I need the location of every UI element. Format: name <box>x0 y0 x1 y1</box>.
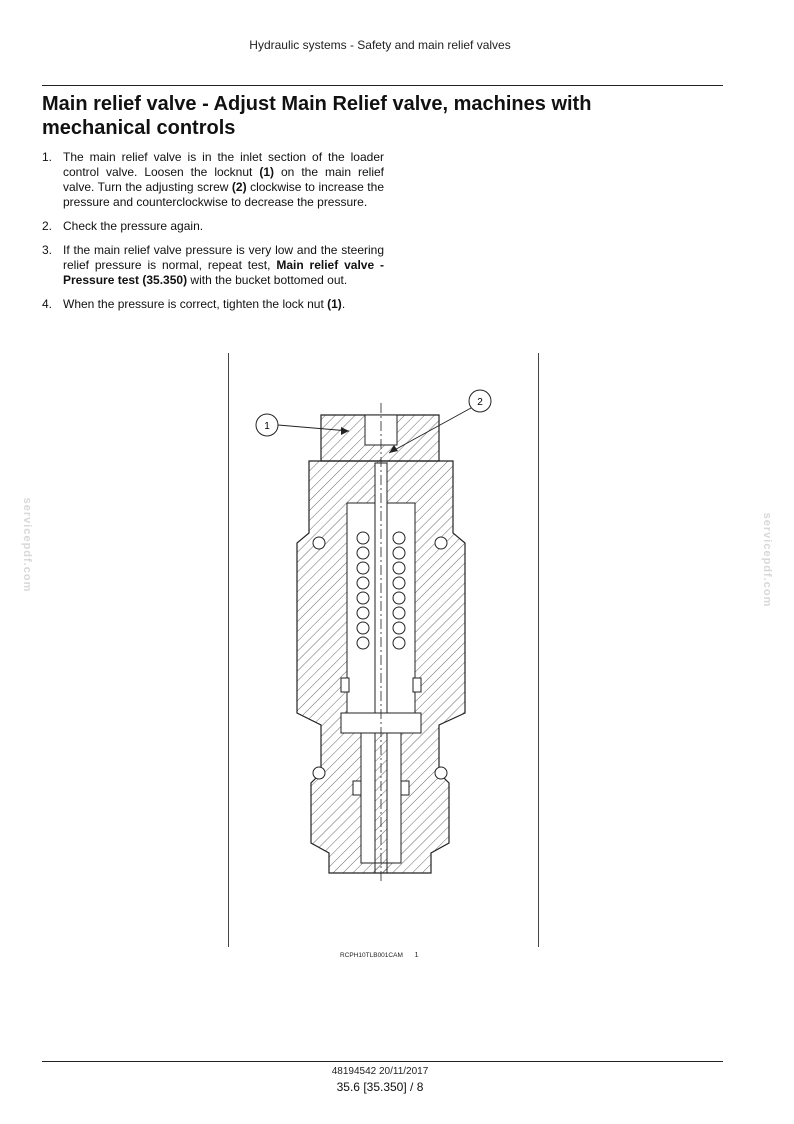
step-text: on the main relief valve. Turn the adjusting screw <box>63 165 385 194</box>
procedure-steps <box>42 150 384 321</box>
step-number: 1. <box>42 150 53 164</box>
step-number: 3. <box>42 243 53 257</box>
step-text: If the main relief valve pressure is very low and the steering relief pressure is normal, repeat test, <box>63 243 384 272</box>
watermark-left: servicepdf.com <box>21 497 33 593</box>
step-emphasis: (1) <box>259 165 275 179</box>
procedure-step <box>42 243 384 288</box>
figure-frame <box>228 353 539 947</box>
step-text: The main relief valve is in the inlet section of the loader control valve. Loosen the locknut <box>63 150 384 179</box>
step-text: clockwise to increase the pressure and counterclockwise to decrease the pressure. <box>63 180 384 209</box>
step-text: When the pressure is correct, tighten the lock nut <box>63 297 328 311</box>
figure-caption <box>340 952 419 959</box>
callout-1-label: 1 <box>264 421 270 432</box>
procedure-step <box>42 219 384 234</box>
footer-rule <box>42 1061 723 1062</box>
step-emphasis: (1) <box>327 297 342 311</box>
watermark-right: servicepdf.com <box>761 512 773 608</box>
step-number: 4. <box>42 297 53 311</box>
step-text: . <box>341 297 346 311</box>
step-number: 2. <box>42 219 53 233</box>
section-title: Main relief valve - Adjust Main Relief valve, machines with mechanical controls <box>42 93 592 139</box>
figure-number: 1 <box>414 952 419 959</box>
footer-doc-ref: 48194542 20/11/2017 <box>331 1066 429 1077</box>
valve-cross-section-illustration <box>229 353 538 947</box>
step-text: Check the pressure again. <box>63 219 204 233</box>
step-text: with the bucket bottomed out. <box>187 273 348 287</box>
procedure-step <box>42 297 384 312</box>
running-header: Hydraulic systems - Safety and main relief valves <box>249 38 511 52</box>
footer-page-number: 35.6 [35.350] / 8 <box>336 1080 424 1094</box>
figure-code: RCPH10TLB001CAM <box>340 952 403 959</box>
step-emphasis: (2) <box>231 180 247 194</box>
step-emphasis: Main relief valve - Pressure test (35.350) <box>63 258 384 287</box>
procedure-step <box>42 150 384 210</box>
callout-2-label: 2 <box>477 397 483 408</box>
header-rule <box>42 85 723 86</box>
